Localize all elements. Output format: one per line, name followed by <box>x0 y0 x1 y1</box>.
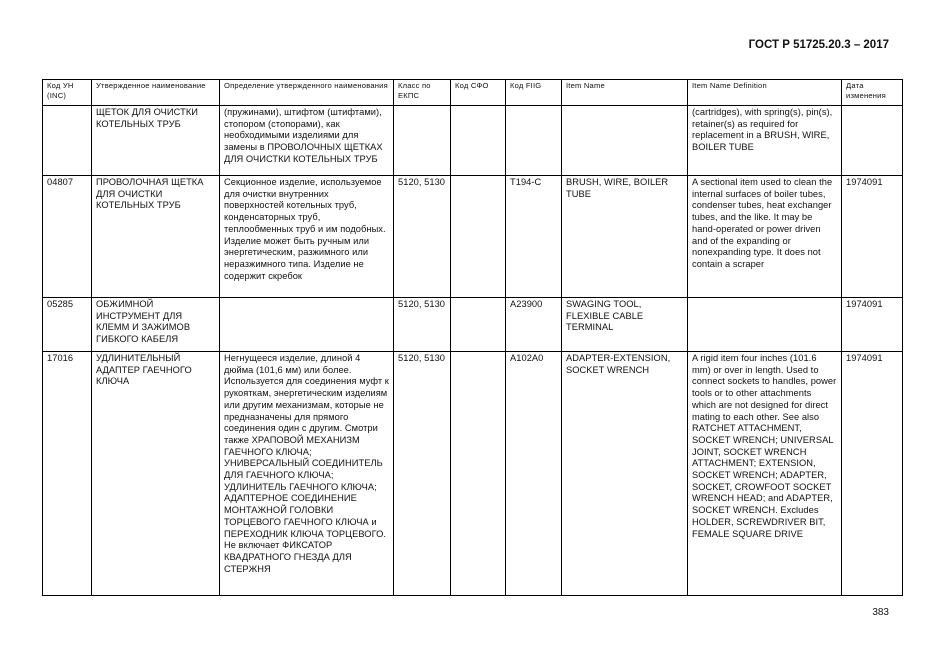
cell-class <box>394 106 451 176</box>
cell-inc: 04807 <box>43 176 92 298</box>
cell-item-name: ADAPTER-EXTENSION, SOCKET WRENCH <box>562 352 688 596</box>
cell-sfo-code <box>451 176 506 298</box>
item-name-table <box>42 79 903 596</box>
cell-change-date: 1974091 <box>842 176 903 298</box>
header-sfo-code: Код СФО <box>451 80 506 106</box>
cell-approved-name: ПРОВОЛОЧНАЯ ЩЕТКА ДЛЯ ОЧИСТКИ КОТЕЛЬНЫХ ТРУБ <box>92 176 220 298</box>
cell-item-name-definition <box>688 298 842 352</box>
cell-change-date: 1974091 <box>842 298 903 352</box>
header-item-name-definition: Item Name Definition <box>688 80 842 106</box>
table-header-row <box>43 80 903 106</box>
cell-sfo-code <box>451 106 506 176</box>
page-number: 383 <box>872 607 889 618</box>
table-row <box>43 298 903 352</box>
cell-approved-name: ОБЖИМНОЙ ИНСТРУМЕНТ ДЛЯ КЛЕММ И ЗАЖИМОВ ГИБКОГО КАБЕЛЯ <box>92 298 220 352</box>
cell-name-definition: Секционное изделие, используемое для очистки внутренних поверхностей котельных труб, конденсаторных труб, теплообменных труб и им подобных. Изделие может быть ручным или энергетическим, разжимного или неразжимного типа. Изделие не содержит скребок <box>220 176 394 298</box>
table-row <box>43 106 903 176</box>
cell-name-definition: Негнущееся изделие, длиной 4 дюйма (101,6 мм) или более. Используется для соединения муфт к рукояткам, энергетическим изделиям или другим механизмам, которые не предназначены для прямого соединения один с другим. Смотри также ХРАПОВОЙ МЕХАНИЗМ ГАЕЧНОГО КЛЮЧА; УНИВЕРСАЛЬНЫЙ СОЕДИНИТЕЛЬ ДЛЯ ГАЕЧНОГО КЛЮЧА; УДЛИНИТЕЛЬ ГАЕЧНОГО КЛЮЧА; АДАПТЕРНОЕ СОЕДИНЕНИЕ МОНТАЖНОЙ ГОЛОВКИ ТОРЦЕВОГО ГАЕЧНОГО КЛЮЧА и ПЕРЕХОДНИК КЛЮЧА ТОРЦЕВОГО. Не включает ФИКСАТОР КВАДРАТНОГО ГНЕЗДА ДЛЯ СТЕРЖНЯ <box>220 352 394 596</box>
cell-class: 5120, 5130 <box>394 298 451 352</box>
table-row <box>43 176 903 298</box>
cell-name-definition: (пружинами), штифтом (штифтами), стопором (стопорами), как необходимыми изделиями для замены в ПРОВОЛОЧНЫХ ЩЕТКАХ ДЛЯ ОЧИСТКИ КОТЕЛЬНЫХ ТРУБ <box>220 106 394 176</box>
cell-change-date <box>842 106 903 176</box>
header-name-definition: Определение утвержденного наименования <box>220 80 394 106</box>
header-inc: Код УН (INC) <box>43 80 92 106</box>
cell-item-name: BRUSH, WIRE, BOILER TUBE <box>562 176 688 298</box>
cell-name-definition <box>220 298 394 352</box>
cell-inc: 05285 <box>43 298 92 352</box>
cell-item-name-definition: A rigid item four inches (101.6 mm) or over in length. Used to connect sockets to handles, power tools or to other attachments which are not designed for direct mating to each other. See also RATCHET ATTACHMENT, SOCKET WRENCH; UNIVERSAL JOINT, SOCKET WRENCH ATTACHMENT; EXTENSION, SOCKET WRENCH; ADAPTER, SOCKET, CROWFOOT SOCKET WRENCH HEAD; and ADAPTER, SOCKET WRENCH. Excludes HOLDER, SCREWDRIVER BIT, FEMALE SQUARE DRIVE <box>688 352 842 596</box>
cell-item-name-definition: (cartridges), with spring(s), pin(s), retainer(s) as required for replacement in a BRUSH, WIRE, BOILER TUBE <box>688 106 842 176</box>
cell-inc <box>43 106 92 176</box>
cell-item-name: SWAGING TOOL, FLEXIBLE CABLE TERMINAL <box>562 298 688 352</box>
cell-approved-name: УДЛИНИТЕЛЬНЫЙ АДАПТЕР ГАЕЧНОГО КЛЮЧА <box>92 352 220 596</box>
header-fiig-code: Код FIIG <box>506 80 562 106</box>
cell-inc: 17016 <box>43 352 92 596</box>
cell-item-name <box>562 106 688 176</box>
cell-approved-name: ЩЕТОК ДЛЯ ОЧИСТКИ КОТЕЛЬНЫХ ТРУБ <box>92 106 220 176</box>
cell-change-date: 1974091 <box>842 352 903 596</box>
cell-class: 5120, 5130 <box>394 176 451 298</box>
cell-fiig-code: A23900 <box>506 298 562 352</box>
header-item-name: Item Name <box>562 80 688 106</box>
header-approved-name: Утвержденное наименование <box>92 80 220 106</box>
cell-fiig-code: A102A0 <box>506 352 562 596</box>
table-row <box>43 352 903 596</box>
cell-fiig-code <box>506 106 562 176</box>
header-change-date: Дата изменения <box>842 80 903 106</box>
cell-item-name-definition: A sectional item used to clean the internal surfaces of boiler tubes, condenser tubes, heat exchanger tubes, and the like. It may be hand-operated or power driven and of the expanding or nonexpanding type. It does not contain a scraper <box>688 176 842 298</box>
header-class: Класс по ЕКПС <box>394 80 451 106</box>
cell-sfo-code <box>451 352 506 596</box>
cell-sfo-code <box>451 298 506 352</box>
document-standard-code: ГОСТ Р 51725.20.3 – 2017 <box>748 39 889 51</box>
cell-fiig-code: T194-C <box>506 176 562 298</box>
cell-class: 5120, 5130 <box>394 352 451 596</box>
